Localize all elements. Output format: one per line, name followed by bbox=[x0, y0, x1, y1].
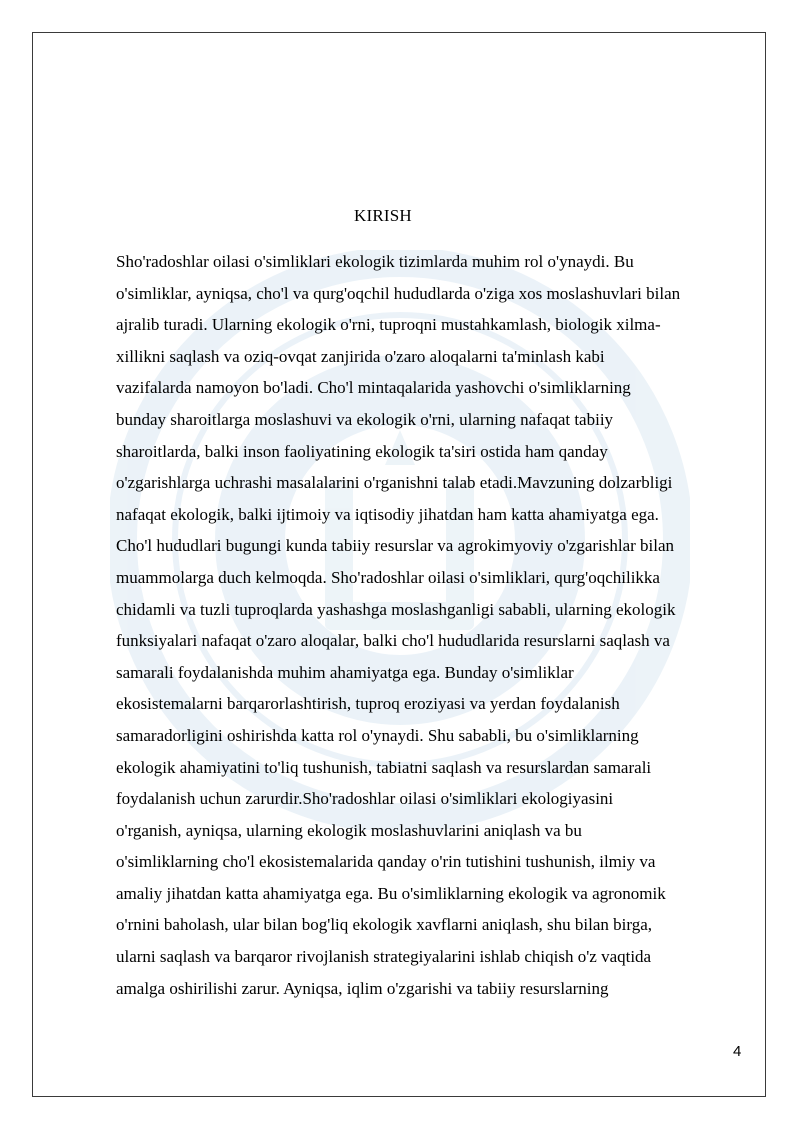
text-line: muammolarga duch kelmoqda. Sho'radoshlar oilasi o'simliklari, qurg'oqchilikka bbox=[116, 567, 660, 587]
text-line: ekologik ahamiyatini to'liq tushunish, tabiatni saqlash va resurslardan samarali bbox=[116, 757, 652, 777]
text-line: vazifalarda namoyon bo'ladi. Cho'l mintaqalarida yashovchi o'simliklarning bbox=[116, 378, 631, 398]
text-line: foydalanish uchun zarurdir.Sho'radoshlar oilasi o'simliklari ekologiyasini bbox=[116, 789, 614, 809]
text-line: amaliy jihatdan katta ahamiyatga ega. Bu o'simliklarning ekologik va agronomik bbox=[116, 883, 666, 903]
text-line: o'rnini baholash, ular bilan bog'liq ekologik xavflarni aniqlash, shu bilan birga, bbox=[116, 915, 653, 935]
text-line: Sho'radoshlar oilasi o'simliklari ekologik tizimlarda muhim rol o'ynaydi. Bu bbox=[116, 252, 634, 271]
text-line: funksiyalari nafaqat o'zaro aloqalar, balki cho'l hududlarida resurslarni saqlash va bbox=[116, 631, 670, 651]
text-line: samaradorligini oshirishda katta rol o'ynaydi. Shu sababli, bu o'simliklarning bbox=[116, 725, 639, 745]
text-line: samarali foydalanishda muhim ahamiyatga ega. Bunday o'simliklar bbox=[116, 662, 574, 682]
text-line: xillikni saqlash va oziq-ovqat zanjirida o'zaro aloqalarni ta'minlash kabi bbox=[116, 346, 605, 366]
text-line: chidamli va tuzli tuproqlarda yashashga moslashganligi sababli, ularning ekologik bbox=[116, 599, 676, 619]
text-line: ularni saqlash va barqaror rivojlanish strategiyalarini ishlab chiqish o'z vaqtida bbox=[116, 947, 652, 967]
section-heading: KIRISH bbox=[354, 206, 412, 225]
text-line: Cho'l hududlari bugungi kunda tabiiy resurslar va agrokimyoviy o'zgarishlar bilan bbox=[116, 536, 675, 556]
text-line: ekosistemalarni barqarorlashtirish, tuproq eroziyasi va yerdan foydalanish bbox=[116, 694, 620, 714]
text-line: bunday sharoitlarga moslashuvi va ekologik o'rni, ularning nafaqat tabiiy bbox=[116, 409, 614, 429]
text-line: nafaqat ekologik, balki ijtimoiy va iqtisodiy jihatdan ham katta ahamiyatga ega. bbox=[116, 504, 659, 524]
text-line: o'zgarishlarga uchrashi masalalarini o'rganishni talab etadi.Mavzuning dolzarbligi bbox=[116, 473, 673, 493]
page-number: 4 bbox=[733, 1043, 742, 1060]
text-line: ajralib turadi. Ularning ekologik o'rni, tuproqni mustahkamlash, biologik xilma- bbox=[116, 315, 661, 335]
text-line: amalga oshirilishi zarur. Ayniqsa, iqlim o'zgarishi va tabiiy resurslarning bbox=[116, 978, 609, 998]
text-line: o'rganish, ayniqsa, ularning ekologik moslashuvlarini aniqlash va bu bbox=[116, 820, 582, 840]
body-text bbox=[116, 246, 756, 1004]
text-line: o'simliklarning cho'l ekosistemalarida qanday o'rin tutishini tushunish, ilmiy va bbox=[116, 852, 656, 872]
text-line: o'simliklar, ayniqsa, cho'l va qurg'oqchil hududlarda o'ziga xos moslashuvlari bilan bbox=[116, 283, 681, 303]
text-line: sharoitlarda, balki inson faoliyatining ekologik ta'siri ostida ham qanday bbox=[116, 441, 608, 461]
